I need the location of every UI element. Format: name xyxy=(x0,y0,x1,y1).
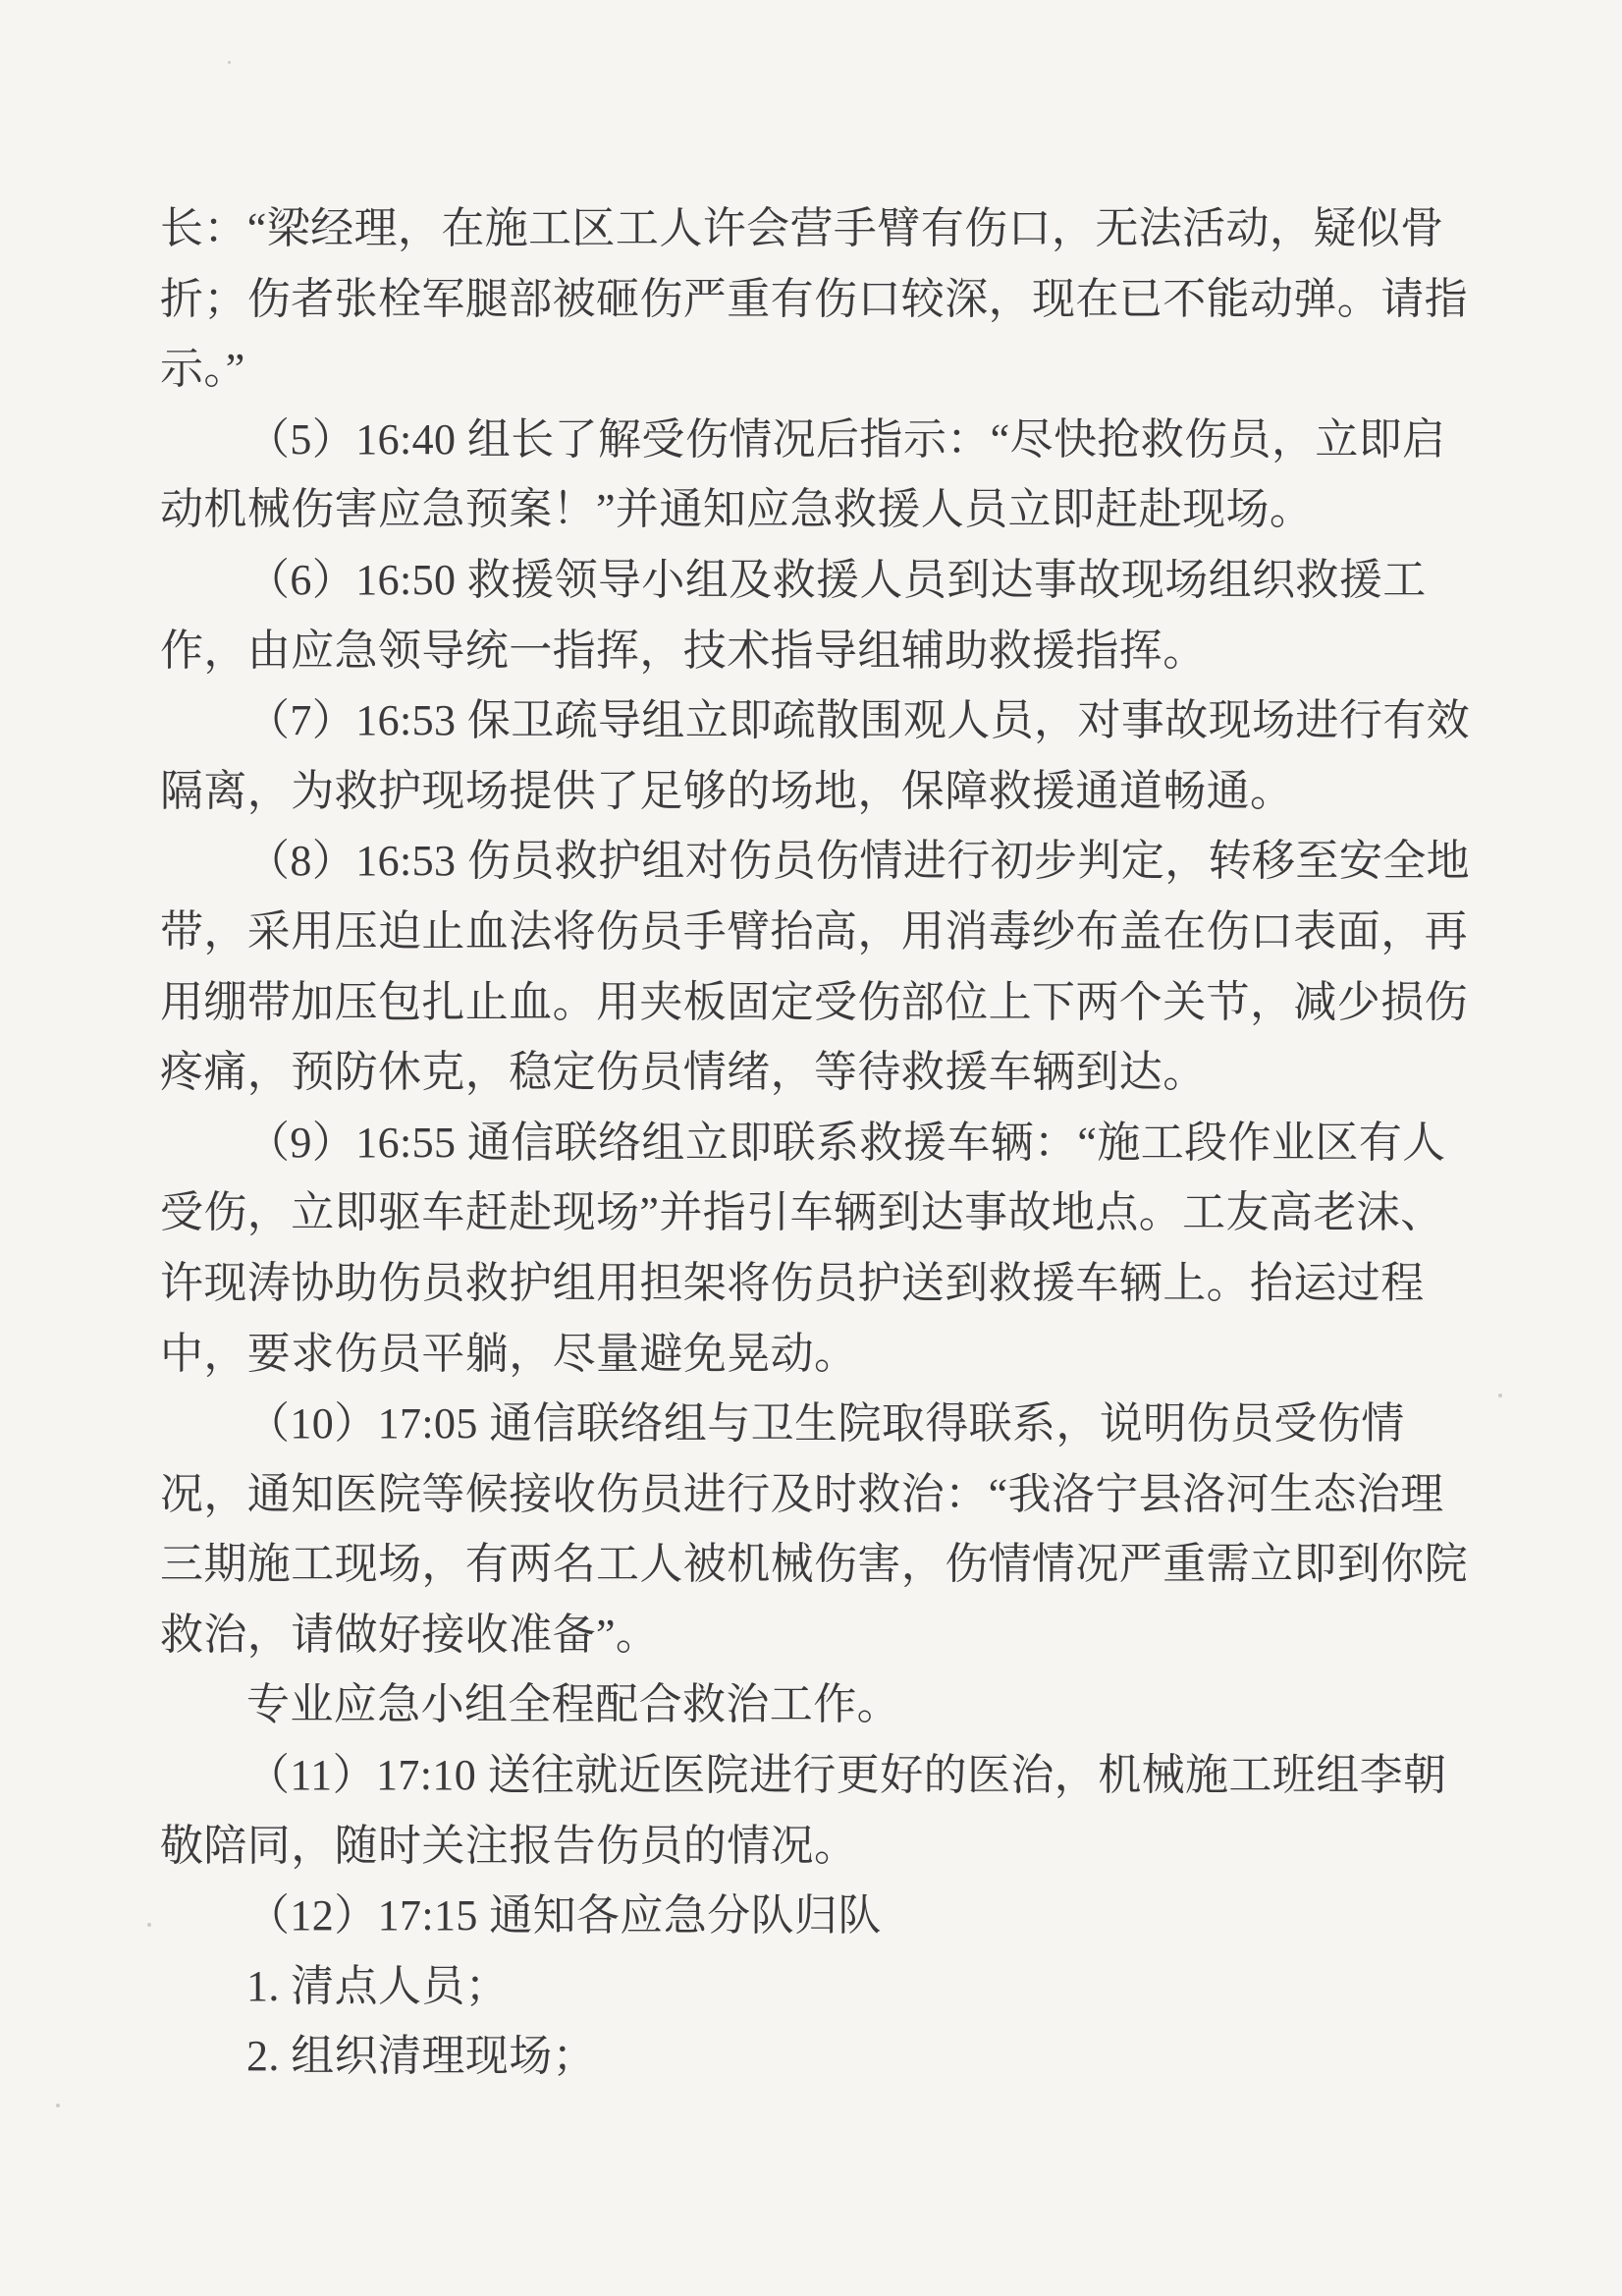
text-line: （8）16:53 伤员救护组对伤员伤情进行初步判定，转移至安全地 xyxy=(246,837,1471,886)
text-line: （12）17:15 通知各应急分队归队 xyxy=(246,1891,882,1941)
text-line: （5）16:40 组长了解受伤情况后指示：“尽快抢救伤员，立即启 xyxy=(246,414,1446,464)
scan-speck xyxy=(228,61,231,64)
text-line: 疼痛，预防休克，稳定伤员情绪，等待救援车辆到达。 xyxy=(160,1048,1207,1097)
text-line: 救治，请做好接收准备”。 xyxy=(160,1610,660,1659)
text-line: （9）16:55 通信联络组立即联系救援车辆：“施工段作业区有人 xyxy=(246,1118,1446,1167)
text-line: 示。” xyxy=(160,345,245,394)
text-line: 受伤，立即驱车赶赴现场”并指引车辆到达事故地点。工友高老沫、 xyxy=(160,1188,1444,1237)
text-line: 况，通知医院等候接收伤员进行及时救治：“我洛宁县洛河生态治理 xyxy=(160,1469,1444,1518)
text-line: 2. 组织清理现场； xyxy=(246,2032,596,2081)
scan-speck xyxy=(1498,1394,1502,1397)
text-line: 敬陪同，随时关注报告伤员的情况。 xyxy=(160,1821,858,1870)
text-line: 用绷带加压包扎止血。用夹板固定受伤部位上下两个关节，减少损伤 xyxy=(160,977,1468,1026)
text-line: 带，采用压迫止血法将伤员手臂抬高，用消毒纱布盖在伤口表面，再 xyxy=(160,906,1468,956)
text-line: 长：“梁经理，在施工区工人许会营手臂有伤口，无法活动，疑似骨 xyxy=(160,204,1444,252)
text-line: （7）16:53 保卫疏导组立即疏散围观人员，对事故现场进行有效 xyxy=(246,696,1471,745)
text-line: 三期施工现场，有两名工人被机械伤害，伤情情况严重需立即到你院 xyxy=(160,1540,1468,1589)
text-line: 隔离，为救护现场提供了足够的场地，保障救援通道畅通。 xyxy=(160,766,1294,815)
text-line: 动机械伤害应急预案！”并通知应急救援人员立即赶赴现场。 xyxy=(160,485,1314,534)
text-line: （10）17:05 通信联络组与卫生院取得联系，说明伤员受伤情 xyxy=(246,1399,1405,1449)
text-line: 中，要求伤员平躺，尽量避免晃动。 xyxy=(160,1329,858,1378)
document-text xyxy=(160,193,1481,2092)
text-line: 折；伤者张栓军腿部被砸伤严重有伤口较深，现在已不能动弹。请指 xyxy=(160,274,1468,323)
text-line: 许现涛协助伤员救护组用担架将伤员护送到救援车辆上。抬运过程 xyxy=(160,1258,1425,1307)
text-line: 1. 清点人员； xyxy=(246,1961,510,2010)
scan-speck xyxy=(56,2104,60,2107)
scan-speck xyxy=(147,1923,151,1927)
text-line: （6）16:50 救援领导小组及救援人员到达事故现场组织救援工 xyxy=(246,555,1427,604)
text-line: （11）17:10 送往就近医院进行更好的医治，机械施工班组李朝 xyxy=(246,1751,1447,1800)
text-line: 专业应急小组全程配合救治工作。 xyxy=(246,1680,900,1729)
text-line: 作，由应急领导统一指挥，技术指导组辅助救援指挥。 xyxy=(160,626,1207,675)
